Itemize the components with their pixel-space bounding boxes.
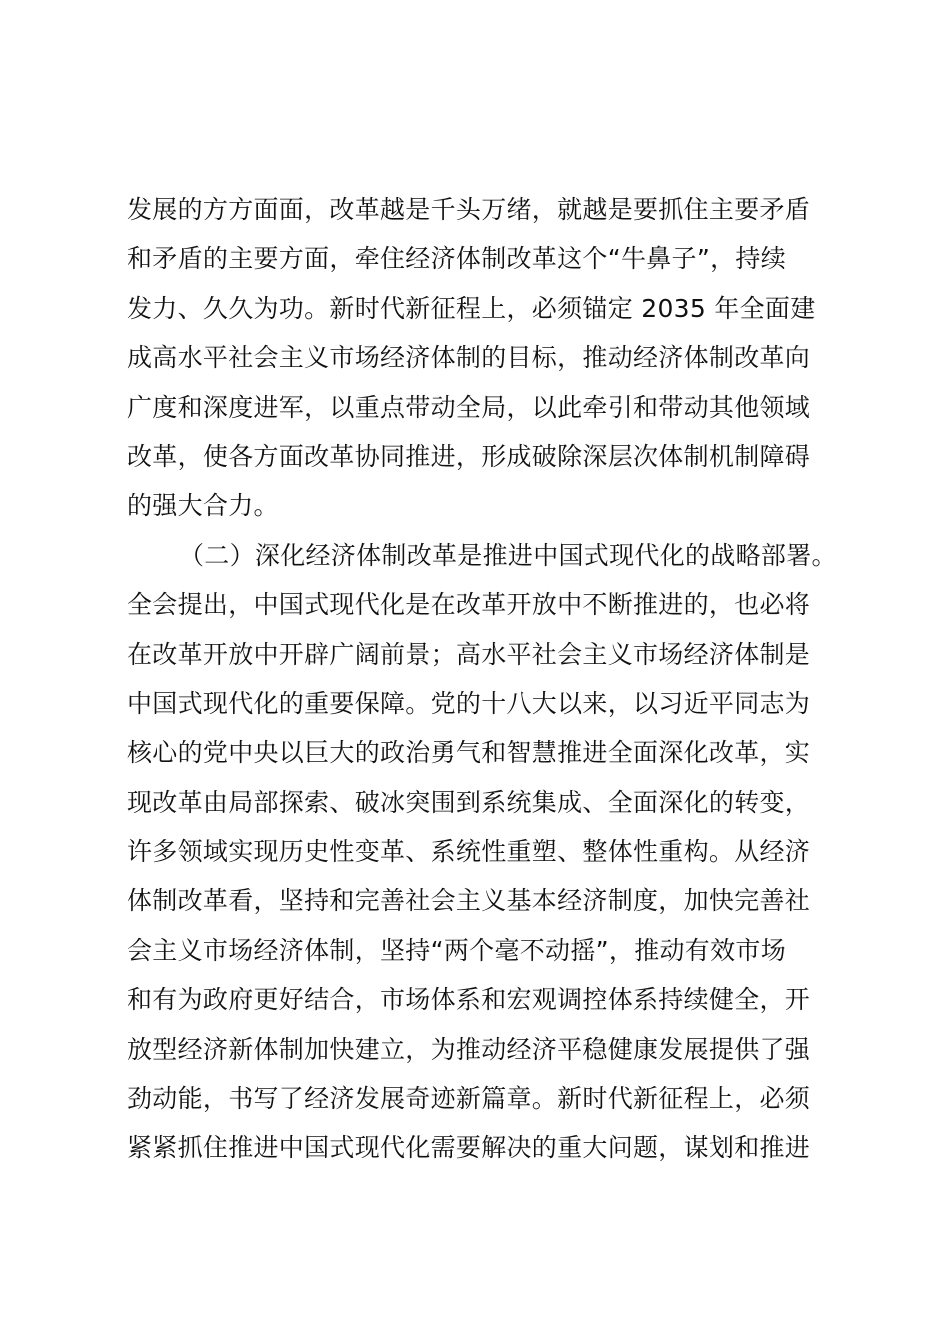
text-line: 紧紧抓住推进中国式现代化需要解决的重大问题，谋划和推进: [127, 1133, 811, 1163]
text-line: 放型经济新体制加快建立，为推动经济平稳健康发展提供了强: [127, 1034, 811, 1064]
text-line: 会主义市场经济体制，坚持“两个毫不动摇”，推动有效市场: [127, 935, 787, 965]
text-line: 劲动能，书写了经济发展奇迹新篇章。新时代新征程上，必须: [127, 1084, 811, 1114]
text-line: 和有为政府更好结合，市场体系和宏观调控体系持续健全，开: [127, 985, 811, 1015]
text-line: 在改革开放中开辟广阔前景；高水平社会主义市场经济体制是: [127, 639, 811, 669]
text-line: 核心的党中央以巨大的政治勇气和智慧推进全面深化改革，实: [127, 738, 811, 768]
text-line: 现改革由局部探索、破冰突围到系统集成、全面深化的转变，: [127, 787, 811, 817]
text-line: 广度和深度进军，以重点带动全局，以此牵引和带动其他领域: [127, 392, 811, 422]
section-heading-line: （二）深化经济体制改革是推进中国式现代化的战略部署。: [179, 540, 837, 570]
text-line: 和矛盾的主要方面，牵住经济体制改革这个“牛鼻子”，持续: [127, 244, 787, 274]
text-line: 中国式现代化的重要保障。党的十八大以来，以习近平同志为: [127, 688, 811, 718]
text-line: 体制改革看，坚持和完善社会主义基本经济制度，加快完善社: [127, 886, 811, 916]
text-line: 改革，使各方面改革协同推进，形成破除深层次体制机制障碍: [127, 441, 811, 471]
body-text: [127, 185, 847, 1173]
text-line: 的强大合力。: [127, 491, 279, 521]
text-line: 许多领域实现历史性变革、系统性重塑、整体性重构。从经济: [127, 837, 811, 867]
text-line: 发展的方方面面，改革越是千头万绪，就越是要抓住主要矛盾: [127, 195, 811, 224]
text-line: 全会提出，中国式现代化是在改革开放中不断推进的，也必将: [127, 590, 811, 620]
text-line: 发力、久久为功。新时代新征程上，必须锚定 2035 年全面建: [127, 293, 816, 323]
text-line: 成高水平社会主义市场经济体制的目标，推动经济体制改革向: [127, 343, 811, 373]
